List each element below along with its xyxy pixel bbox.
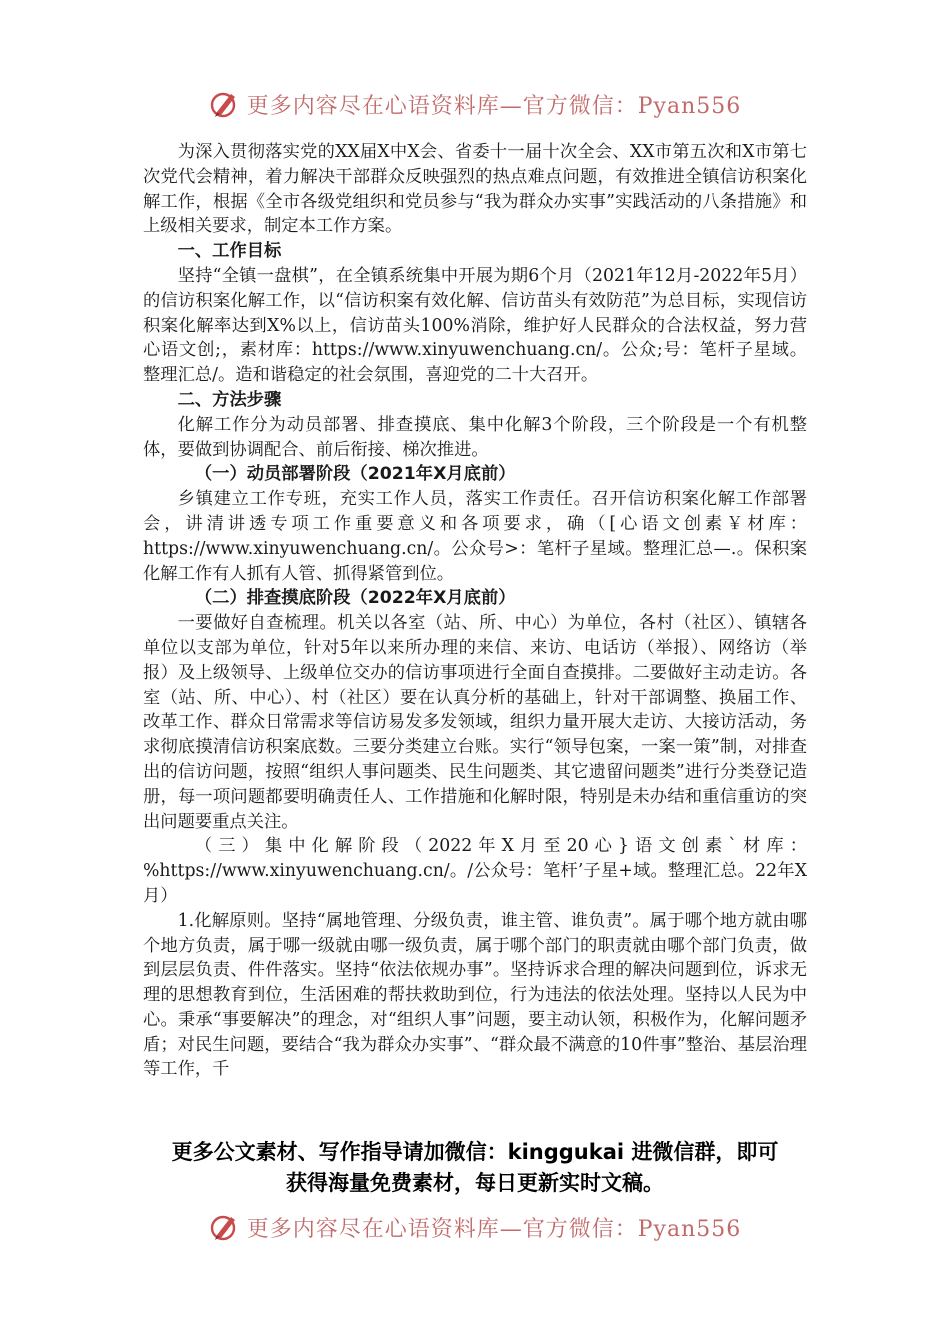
subsection-heading-mobilize: （一）动员部署阶段（2021年X月底前） — [194, 464, 516, 485]
header-watermark-banner — [0, 84, 950, 124]
footer-watermark-banner — [0, 1207, 950, 1247]
promo-line-2: 获得海量免费素材，每日更新实时文稿。 — [286, 1171, 664, 1195]
investigate-paragraph: 一要做好自查梳理。机关以各室（站、所、中心）为单位，各村（社区）、镇辖各单位以支部为单位，针对5年以来所办理的来信、来访、电话访（举报）、网络访（举报）及上级领导、上级单位交办的信访事项进行全面自查摸排。二要做好主动走访。各室（站、所、中心）、村（社区）要在认真分析的基础上，针对干部调整、换届工作、改革工作、群众日常需求等信访易发多发领域，组织力量开展大走访、大接访活动，务求彻底摸清信访积案底数。三要分类建立台账。实行“领导包案，一案一策”制，对排查出的信访问题，按照“组织人事问题类、民生问题类、其它遗留问题类”进行分类登记造册，每一项问题都要明确责任人、工作措施和化解时限，特别是未办结和重信重访的突出问题要重点关注。 — [143, 613, 807, 832]
mobilize-paragraph: 乡镇建立工作专班，充实工作人员，落实工作责任。召开信访积案化解工作部署会，讲清讲透专项工作重要意义和各项要求，确（[心语文创素￥材库：https://www.xinyuwenchuang.cn/。公众号>：笔杆子星域。整理汇总—.。保积案化解工作有人抓有人管、抓得紧管到位。 — [143, 489, 807, 584]
subsection-heading-resolve: （三）集中化解阶段（2022年X月至20心}语文创素`材库：%https://www.xinyuwenchuang.cn/。/公众号：笔杆’子星+域。整理汇总。22年X月） — [143, 836, 807, 906]
subsection-heading-investigate: （二）排查摸底阶段（2022年X月底前） — [194, 588, 516, 609]
section-heading-goals: 一、工作目标 — [177, 241, 282, 262]
resolve-paragraph: 1.化解原则。坚持“属地管理、分级负责，谁主管、谁负责”。属于哪个地方就由哪个地方负责，属于哪一级就由哪一级负责，属于哪个部门的职责就由哪个部门负责，做到层层负责、件件落实。坚持“依法依规办事”。坚持诉求合理的解决问题到位，诉求无理的思想教育到位，生活困难的帮扶救助到位，行为违法的依法处理。坚持以人民为中心。秉承“事要解决”的理念，对“组织人事”问题，要主动认领，积极作为，化解问题矛盾；对民生问题，要结合“我为群众办实事”、“群众最不满意的10件事”整治、基层治理等工作，千 — [143, 910, 807, 1080]
section-heading-methods: 二、方法步骤 — [177, 389, 282, 410]
pen-logo-icon — [209, 1211, 241, 1243]
promo-line-1: 更多公文素材、写作指导请加微信：kinggukai 进微信群，即可 — [171, 1140, 779, 1164]
document-body — [143, 140, 807, 1082]
pen-logo-icon — [209, 88, 241, 120]
header-watermark-text: 更多内容尽在心语资料库—官方微信：Pyan556 — [246, 93, 742, 119]
promo-notice — [0, 1137, 950, 1199]
intro-paragraph: 为深入贯彻落实党的XX届X中X会、省委十一届十次全会、XX市第五次和X市第七次党代会精神，着力解决干部群众反映强烈的热点难点问题，有效推进全镇信访积案化解工作，根据《全市各级党组织和党员参与“我为群众办实事”实践活动的八条措施》和上级相关要求，制定本工作方案。 — [143, 142, 807, 237]
goals-paragraph: 坚持“全镇一盘棋”，在全镇系统集中开展为期6个月（2021年12月-2022年5月）的信访积案化解工作，以“信访积案有效化解、信访苗头有效防范”为总目标，实现信访积案化解率达到X%以上，信访苗头100%消除，维护好人民群众的合法权益，努力营心语文创;，素材库：https://www.xinyuwenchuang.cn/。公众;号：笔杆子星域。整理汇总/。造和谐稳定的社会氛围，喜迎党的二十大召开。 — [143, 265, 807, 386]
footer-watermark-text: 更多内容尽在心语资料库—官方微信：Pyan556 — [246, 1216, 742, 1242]
methods-paragraph: 化解工作分为动员部署、排查摸底、集中化解3个阶段，三个阶段是一个有机整体，要做到协调配合、前后衔接、梯次推进。 — [143, 414, 807, 460]
